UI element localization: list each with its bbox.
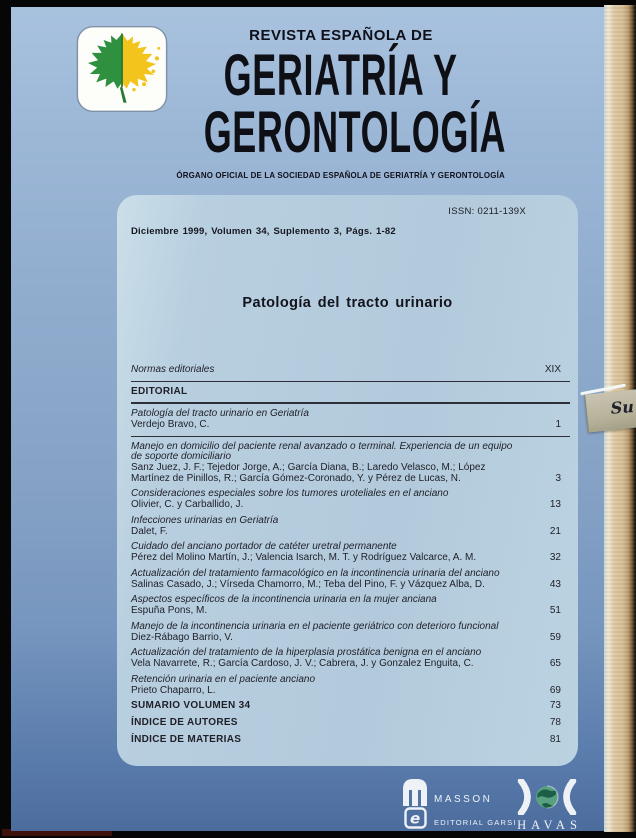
toc-row [131,442,570,485]
toc-entry-page-number: 81 [549,734,561,745]
toc-row [131,701,570,712]
toc-entry-title: ÍNDICE DE MATERIAS [131,734,242,745]
toc-row [131,569,570,591]
issue-date-line: Diciembre 1999, Volumen 34, Suplemento 3, Págs. 1-82 [131,226,396,237]
sticky-tab-text: Su [610,397,635,418]
toc-entry-title: Retención urinaria en el paciente anciano [131,673,316,685]
toc-row [131,489,570,511]
toc-entry-authors: Espuña Pons, M. [131,605,208,616]
masthead-subtitle: ÓRGANO OFICIAL DE LA SOCIEDAD ESPAÑOLA DE GERIATRÍA Y GERONTOLOGÍA [176,170,506,180]
toc-entry-authors: Verdejo Bravo, C. [131,419,210,430]
toc-entry-title: Infecciones urinarias en Geriatría [131,514,279,526]
toc-row [131,365,570,382]
editorial-garsi-logo-icon [404,807,427,829]
toc-entry-title: Consideraciones especiales sobre los tumores uroteliales en el anciano [131,488,449,499]
issn-number: ISSN: 0211-139X [448,206,526,217]
toc-entry-title: Cuidado del anciano portador de catéter uretral permanente [131,541,397,552]
toc-entry-page-number: 13 [549,499,561,510]
toc-row [131,718,570,729]
editorial-garsi-label: EDITORIAL GARSI [434,818,517,827]
toc-entry-text [131,595,536,617]
toc-entry-title: EDITORIAL [131,385,188,397]
toc-entry-authors: Diez-Rábago Barrio, V. [131,631,233,643]
journal-title-line1: GERIATRÍA Y [224,43,458,108]
toc-entry-text [131,409,536,431]
toc-entry-text [131,622,536,644]
toc-entry-page-number: 69 [549,684,561,696]
toc-entry-page-number: 1 [555,419,561,430]
toc-row [131,622,570,644]
toc-entry-title: SUMARIO VOLUMEN 34 [131,700,251,711]
toc-row [131,409,570,437]
toc-entry-page-number: 73 [549,700,561,711]
toc-entry-authors: Sanz Juez, J. F.; Tejedor Jorge, A.; García Diana, B.; Laredo Velasco, M.; López Martínez de Pinillos, R.; García Gómez-Coronado, Y. y Pérez de Lucas, N. [131,462,486,484]
toc-entry-text [131,718,536,729]
toc-row [131,648,570,670]
journal-title [111,43,571,165]
toc-entry-page-number: 32 [549,552,561,563]
toc-entry-title: Aspectos específicos de la incontinencia urinaria en la mujer anciana [131,594,437,605]
toc-row [131,675,570,697]
toc-entry-text [131,442,536,485]
toc-entry-text [131,675,536,697]
toc-entry-authors: Prieto Chaparro, L. [131,684,216,696]
toc-row [131,516,570,538]
toc-entry-page-number: 78 [549,717,561,728]
toc-entry-authors: Vela Navarrete, R.; García Cardoso, J. V.; Cabrera, J. y Gonzalez Enguita, C. [131,658,474,669]
toc-entry-text [131,489,536,511]
toc-entry-title: Manejo en domicilio del paciente renal avanzado o terminal. Experiencia de un equipo de soporte domiciliario [131,440,513,462]
toc-entry-page-number: 43 [549,578,561,590]
toc-entry-page-number: XIX [544,364,561,375]
toc-entry-title: ÍNDICE DE AUTORES [131,717,238,728]
toc-entry-text [131,569,536,591]
masson-label: MASSON [434,794,493,805]
toc-row [131,387,570,405]
toc-entry-text [131,701,536,712]
toc-entry-page-number: 59 [549,631,561,643]
toc-entry-text [131,648,536,670]
toc-entry-text [131,735,536,746]
toc-row [131,735,570,746]
toc-entry-text [131,387,536,398]
handwritten-sticky-tab [584,389,636,432]
table-of-contents [131,365,570,752]
toc-entry-text [131,365,536,376]
toc-entry-page-number: 3 [555,472,561,484]
toc-entry-authors: Salinas Casado, J.; Vírseda Chamorro, M.; Teba del Pino, F. y Vázquez Alba, D. [131,578,485,590]
toc-entry-page-number: 21 [549,525,561,537]
toc-entry-text [131,542,536,564]
toc-entry-title: Actualización del tratamiento farmacológico en la incontinencia urinaria del anciano [131,567,500,579]
svg-text:e: e [410,809,421,828]
masson-logo-icon [402,778,428,807]
journal-cover [11,7,607,831]
toc-entry-page-number: 65 [549,658,561,669]
toc-entry-text [131,516,536,538]
issue-theme-title: Patología del tracto urinario [242,295,453,311]
contents-panel [117,195,578,766]
journal-title-line2: GERONTOLOGÍA [203,100,507,165]
toc-entry-title: Actualización del tratamiento de la hiperplasia prostática benigna en el anciano [131,647,482,658]
havas-logo-icon [508,779,586,815]
toc-row [131,542,570,564]
toc-row [131,595,570,617]
toc-entry-title: Manejo de la incontinencia urinaria en el paciente geriátrico con deterioro funcional [131,620,499,632]
toc-entry-page-number: 51 [549,605,561,616]
toc-entry-title: Patología del tracto urinario en Geriatría [131,408,309,419]
toc-entry-title: Normas editoriales [131,364,215,375]
masthead-kicker: REVISTA ESPAÑOLA DE [249,27,433,44]
toc-entry-authors: Dalet, F. [131,525,168,537]
masthead [111,7,571,180]
toc-entry-authors: Olivier, C. y Carballido, J. [131,499,244,510]
havas-label: HAVAS [517,818,582,832]
toc-entry-authors: Pérez del Molino Martín, J.; Valencia Isarch, M. T. y Rodríguez Valcarce, A. M. [131,552,477,563]
